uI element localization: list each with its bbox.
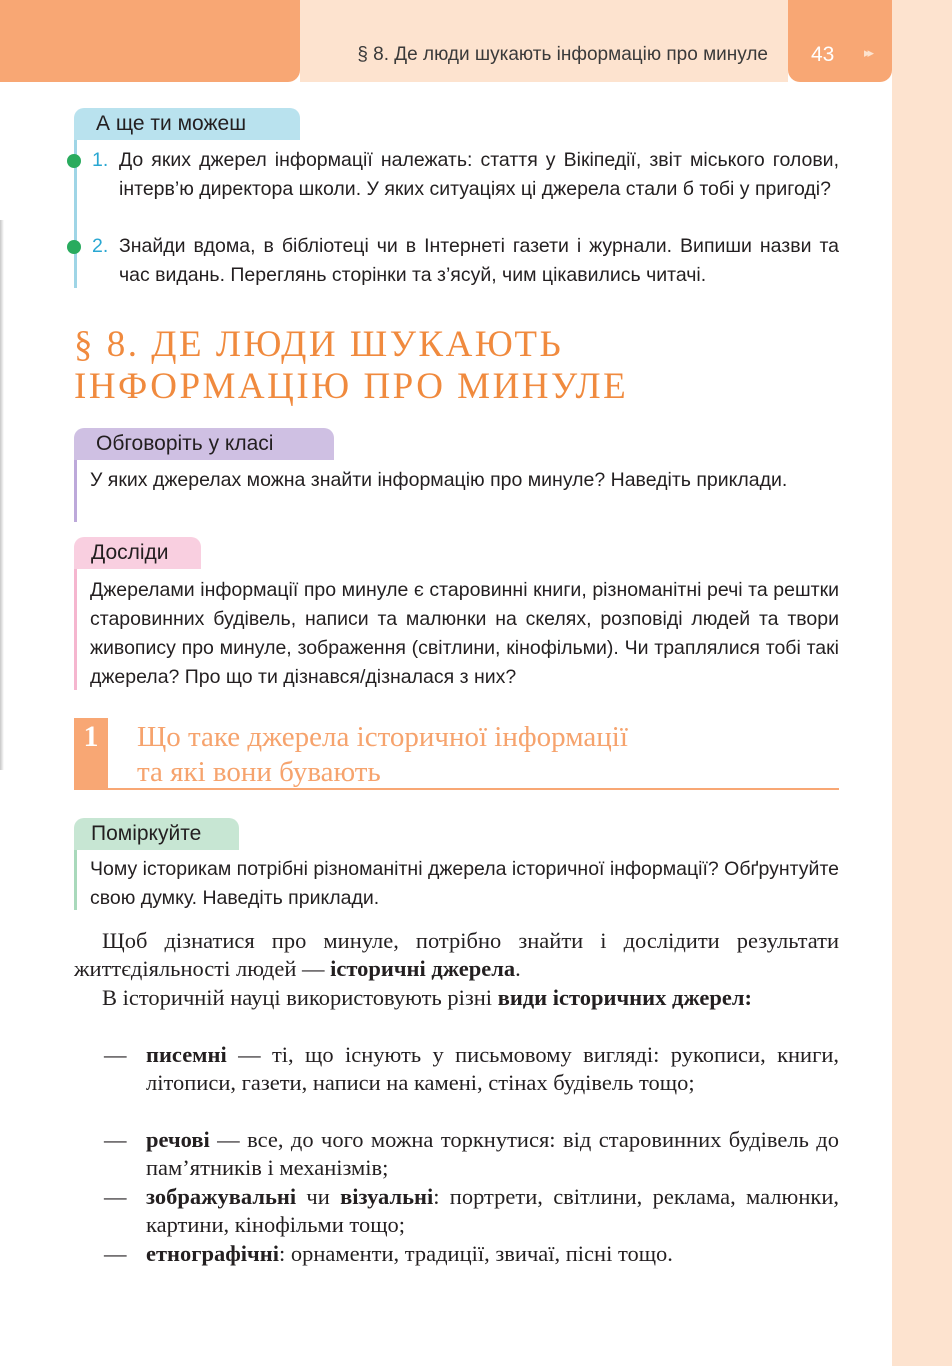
term-historical-sources: історичні джерела xyxy=(330,956,516,981)
body-text: . xyxy=(515,956,521,981)
section-title xyxy=(74,324,628,408)
task-text: До яких джерел інформації належать: стаття у Вікіпедії, звіт міського голови, інтерв’ю директора школи. У яких ситуаціях ці джерела стали б тобі у пригоді? xyxy=(119,149,839,200)
source-type-written xyxy=(74,1041,839,1097)
body-text: — ті, що існують у письмовому вигляді: рукописи, книги, літописи, газети, написи на камені, стінах будівель тощо; xyxy=(146,1042,839,1095)
body-text: чи xyxy=(296,1184,341,1209)
dash-bullet: — xyxy=(104,1241,127,1266)
next-arrows-icon: ▸▸ xyxy=(864,45,872,60)
discuss-text: У яких джерелах можна знайти інформацію про минуле? Наведіть приклади. xyxy=(90,469,788,491)
term-material: речові xyxy=(146,1127,210,1152)
extra-task-1 xyxy=(74,146,839,204)
running-header-title: § 8. Де люди шукають інформацію про минуле xyxy=(357,44,768,65)
source-type-material xyxy=(74,1126,839,1182)
body-paragraph-2 xyxy=(74,984,839,1012)
body-text: В історичній науці використовують різні xyxy=(102,985,498,1010)
section-title-line-1: § 8. ДЕ ЛЮДИ ШУКАЮТЬ xyxy=(74,324,564,365)
dash-bullet: — xyxy=(104,1127,127,1152)
explore-line xyxy=(74,569,77,690)
term-pictorial: зображувальні xyxy=(146,1184,297,1209)
bullet-dot-icon xyxy=(67,154,81,168)
lesson-number-box xyxy=(74,718,108,790)
body-text: : орнаменти, традиції, звичаї, пісні тощо. xyxy=(278,1241,673,1266)
body-text: : портрети, світлини, реклама, малюнки, картини, кінофільми тощо; xyxy=(146,1184,839,1237)
dash-bullet: — xyxy=(104,1184,127,1209)
term-ethnographic: етнографічні xyxy=(146,1241,279,1266)
discuss-line xyxy=(74,460,77,522)
page-edge-shadow xyxy=(0,220,4,770)
think-line xyxy=(74,850,77,910)
term-source-types: види історичних джерел: xyxy=(497,985,752,1010)
task-number: 1. xyxy=(92,149,109,171)
task-number: 2. xyxy=(92,235,109,257)
dash-bullet: — xyxy=(104,1042,127,1067)
page-number-tab xyxy=(788,0,892,82)
header-orange-block xyxy=(0,0,300,82)
lesson-title-line-1: Що таке джерела історичної інформації xyxy=(137,721,628,753)
explore-label: Досліди xyxy=(74,537,201,569)
think-text: Чому історикам потрібні різноманітні джерела історичної інформації? Обґрунтуйте свою думку. Наведіть приклади. xyxy=(90,858,839,909)
extra-task-2 xyxy=(74,232,839,290)
body-text: Щоб дізнатися про минуле, потрібно знайти і дослідити результати життєдіяльності людей — xyxy=(74,928,839,981)
task-text: Знайди вдома, в бібліотеці чи в Інтернеті газети і журнали. Випиши назви та час видань. Переглянь сторінки та з’ясуй, чим цікавились читачі. xyxy=(119,235,839,286)
term-written: писемні xyxy=(146,1042,227,1067)
think-label: Поміркуйте xyxy=(74,818,239,850)
discuss-label: Обговоріть у класі xyxy=(74,428,334,460)
term-visual: візуальні xyxy=(340,1184,434,1209)
source-type-ethnographic xyxy=(74,1240,839,1268)
page-number: 43 xyxy=(811,43,835,66)
explore-text: Джерелами інформації про минуле є старовинні книги, різноманітні речі та рештки старовинних будівель, написи та малюнки на скелях, розповіді людей та твори живопису про минуле, зображення (світлини, кінофільми). Чи траплялися тобі такі джерела? Про що ти дізнався/дізналася з них? xyxy=(90,579,839,688)
lesson-title xyxy=(137,720,628,790)
bullet-dot-icon xyxy=(67,240,81,254)
body-text: — все, до чого можна торкнутися: від старовинних будівель до пам’ятників і механізмів; xyxy=(146,1127,839,1180)
lesson-title-line-2: та які вони бувають xyxy=(137,756,381,788)
page-margin-strip xyxy=(892,0,952,1366)
source-type-visual xyxy=(74,1183,839,1239)
section-title-line-2: ІНФОРМАЦІЮ ПРО МИНУЛЕ xyxy=(74,366,629,407)
body-paragraph-1 xyxy=(74,927,839,983)
lesson-number: 1 xyxy=(83,720,99,753)
running-header xyxy=(300,0,788,82)
extra-tasks-label: А ще ти можеш xyxy=(74,108,300,140)
